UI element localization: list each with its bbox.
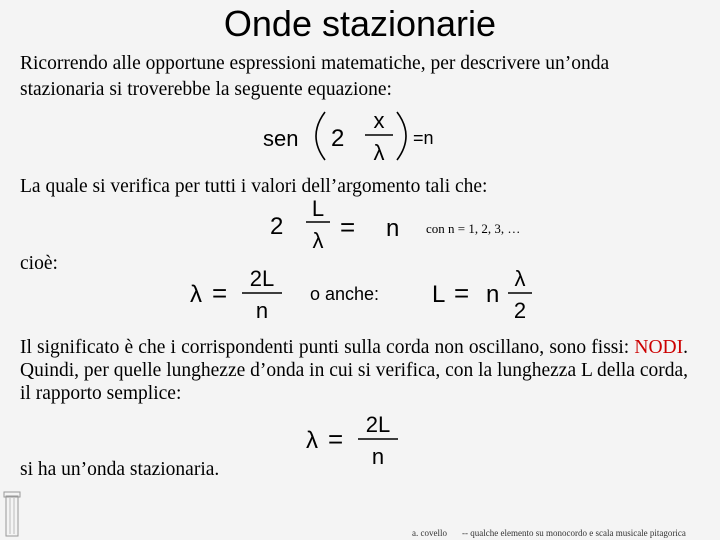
significance-part1: Il significato è che i corrispondenti punti sulla corda non oscillano, sono fissi: — [20, 337, 635, 358]
intro-line-2: stazionaria si troverebbe la seguente equazione: — [20, 79, 392, 100]
eq4-equals: = — [454, 278, 470, 308]
conclusion-text: si ha un’onda stazionaria. — [20, 459, 220, 480]
eq2-coef: 2 — [270, 213, 284, 240]
eq1-coef: 2 — [331, 125, 345, 152]
eq1-den: λ — [373, 140, 385, 165]
eq2-rhs: n — [386, 215, 400, 242]
eq2-note: con n = 1, 2, 3, … — [426, 221, 521, 236]
o-anche-label: o anche: — [310, 284, 380, 304]
eq3-den: n — [255, 298, 269, 323]
eq5-den: n — [371, 444, 385, 469]
equation-condition — [262, 198, 422, 256]
equation-simple-ratio — [302, 408, 412, 472]
footer-subtitle: -- qualche elemento su monocordo e scala musicale pitagorica — [462, 528, 686, 538]
eq1-func: sen — [263, 126, 299, 151]
column-ornament-icon — [2, 490, 22, 540]
eq2-den: λ — [312, 228, 324, 253]
equation-length — [428, 262, 538, 326]
intro-line-1: Ricorrendo alle opportune espressioni matematiche, per descrivere un’onda — [20, 53, 610, 74]
eq1-right-paren — [397, 112, 406, 160]
equation-wavelength — [186, 262, 296, 326]
eq4-num: λ — [514, 266, 526, 291]
condition-text: La quale si verifica per tutti i valori dell’argomento tali che: — [20, 176, 488, 197]
eq4-n: n — [486, 281, 500, 308]
significance-part2: . Quindi, per quelle lunghezze d’onda in cui si verifica, con la lunghezza L della corda, il rapporto semplice: — [20, 337, 688, 404]
cioe-label: cioè: — [20, 253, 58, 274]
eq4-lhs: L — [432, 281, 446, 308]
equation-standing-wave — [255, 104, 445, 168]
eq5-lhs: λ — [306, 427, 318, 454]
eq2-num: L — [311, 198, 325, 221]
eq1-num: x — [373, 108, 385, 133]
slide-title: Onde stazionarie — [223, 3, 497, 44]
eq1-left-paren — [316, 112, 325, 160]
nodi-highlight: NODI — [634, 337, 684, 358]
significance-paragraph — [20, 336, 688, 405]
eq3-lhs: λ — [190, 281, 202, 308]
eq3-equals: = — [212, 278, 228, 308]
eq3-num: 2L — [249, 266, 275, 291]
eq5-equals: = — [328, 424, 344, 454]
footer-author: a. covello — [412, 528, 447, 538]
eq5-num: 2L — [365, 412, 391, 437]
eq2-equals: = — [340, 212, 356, 242]
eq1-rhs: =n — [413, 128, 434, 148]
eq4-den: 2 — [513, 298, 527, 323]
